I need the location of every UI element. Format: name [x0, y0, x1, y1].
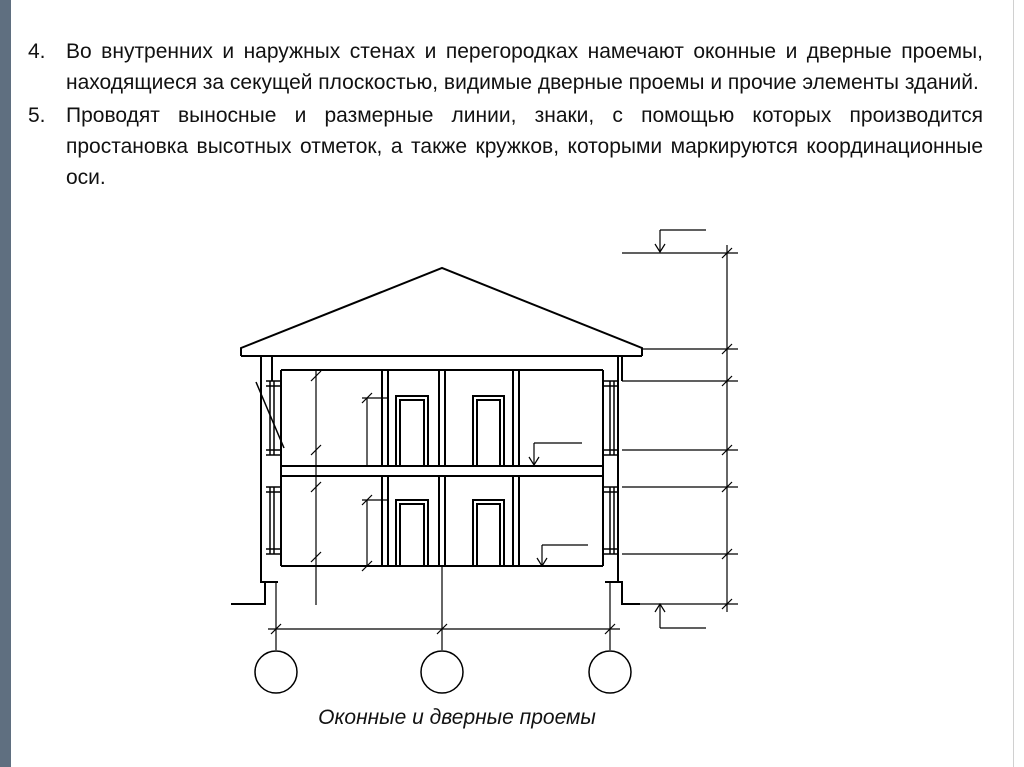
axis-dimension-line [268, 566, 620, 650]
axis-circle [255, 651, 297, 693]
interior-dimension-lines [311, 370, 388, 605]
paragraph-text: Во внутренних и наружных стенах и перегородках намечают оконные и дверные проемы, находящиеся за секущей плоскостью, видимые дверные проемы и прочие элементы зданий. [66, 40, 983, 94]
right-dimension-chain [722, 245, 732, 612]
axis-circle [421, 651, 463, 693]
floor-slabs [281, 370, 603, 566]
paragraph-text: Проводят выносные и размерные линии, знаки, с помощью которых производится простановка высотных отметок, а также кружков, которыми маркируются координационные оси. [66, 104, 983, 189]
paragraph-number: 4. [28, 40, 46, 63]
paragraph-number: 5. [28, 104, 46, 127]
right-wall-windows [603, 381, 618, 554]
door-openings [396, 396, 504, 566]
right-extension-lines [622, 253, 738, 604]
axis-markers [255, 651, 631, 693]
interior-level-marks [529, 443, 588, 566]
roof [241, 268, 642, 356]
axis-circle [589, 651, 631, 693]
exterior-level-marks [655, 230, 706, 628]
figure-caption: Оконные и дверные проемы [318, 706, 596, 729]
